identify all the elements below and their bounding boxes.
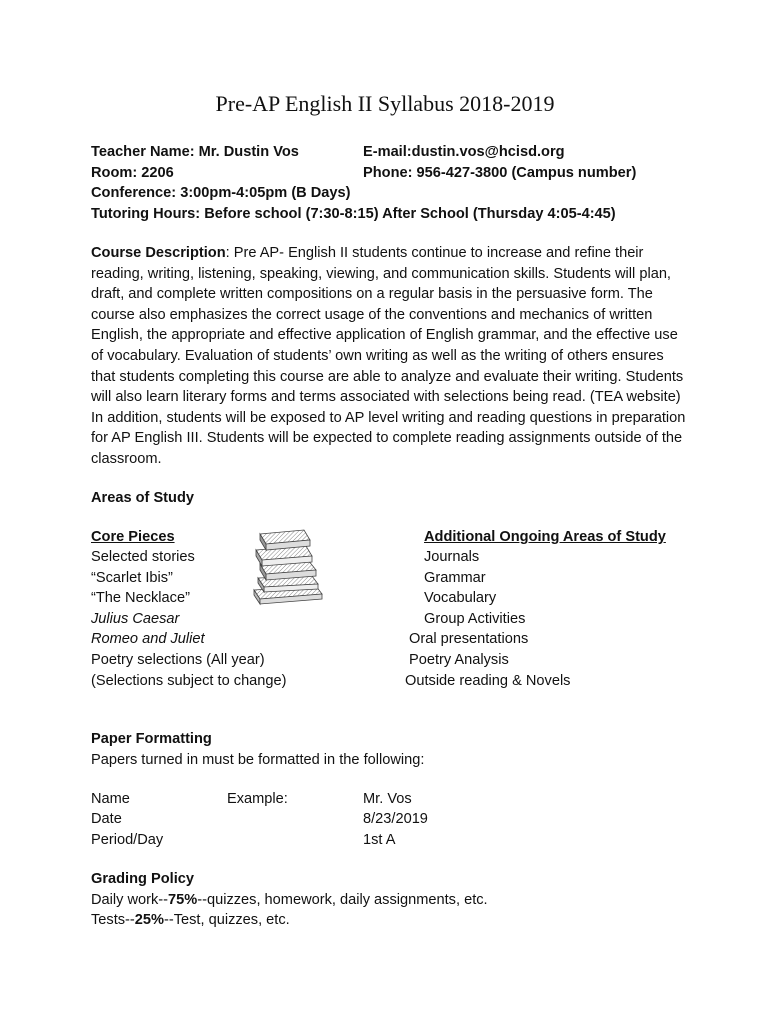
grading-tests-prefix: Tests-- [91, 912, 135, 928]
grading-tests-suffix: --Test, quizzes, etc. [164, 912, 290, 928]
grading-daily-prefix: Daily work-- [91, 892, 169, 908]
core-pieces-heading: Core Pieces [91, 529, 175, 545]
stack-of-books-icon [246, 524, 330, 608]
ongoing-area-item: Journals [424, 549, 480, 565]
page-title: Pre-AP English II Syllabus 2018-2019 [215, 91, 555, 116]
format-example-label: Example: [227, 791, 288, 807]
core-piece-item: Selected stories [91, 549, 195, 565]
teacher-email: E-mail:dustin.vos@hcisd.org [363, 144, 565, 160]
course-description-text: : Pre AP- English II students continue to increase and refine their reading, writing, listening, speaking, viewing, and communication skills. Students will plan, draft, and complete written compositions on a regular basis in the persuasive form. The course also emphasizes the correct usage of the conventions and mechanics of written English, the appropriate and effective application of English grammar, and the effective use of vocabulary. Evaluation of students’ own writing as well as the writing of others ensures that students completing this course are able to analyze and evaluate their writing. Students will also learn literary forms and terms associated with selections being read. (TEA website) In addition, students will be exposed to AP level writing and reading questions in preparation for AP English III. Students will be expected to complete reading assignments outside of the classroom. [91, 245, 686, 467]
room-number: Room: 2206 [91, 165, 174, 181]
ongoing-area-item: Group Activities [424, 611, 526, 627]
course-description [91, 243, 691, 470]
core-piece-item: “Scarlet Ibis” [91, 570, 173, 586]
format-value-date: 8/23/2019 [363, 811, 428, 827]
grading-daily-work [91, 890, 488, 910]
paper-formatting-intro: Papers turned in must be formatted in the following: [91, 752, 425, 768]
format-label-name: Name [91, 791, 130, 807]
format-value-name: Mr. Vos [363, 791, 412, 807]
conference-hours: Conference: 3:00pm-4:05pm (B Days) [91, 185, 351, 201]
grading-tests [91, 910, 290, 930]
ongoing-area-item: Outside reading & Novels [405, 673, 571, 689]
course-description-heading: Course Description [91, 245, 226, 261]
core-piece-item: Julius Caesar [91, 611, 180, 627]
paper-formatting-heading: Paper Formatting [91, 731, 212, 747]
core-piece-item: “The Necklace” [91, 590, 190, 606]
ongoing-areas-heading: Additional Ongoing Areas of Study [424, 529, 666, 545]
format-value-period: 1st A [363, 832, 396, 848]
areas-of-study-heading: Areas of Study [91, 490, 194, 506]
grading-policy-heading: Grading Policy [91, 871, 194, 887]
format-label-period: Period/Day [91, 832, 164, 848]
phone-number: Phone: 956-427-3800 (Campus number) [363, 165, 637, 181]
grading-daily-percent: 75% [168, 892, 198, 908]
grading-tests-percent: 25% [134, 912, 164, 928]
core-piece-item: (Selections subject to change) [91, 673, 287, 689]
ongoing-area-item: Poetry Analysis [409, 652, 509, 668]
grading-daily-suffix: --quizzes, homework, daily assignments, etc. [197, 892, 488, 908]
format-label-date: Date [91, 811, 122, 827]
core-piece-item: Romeo and Juliet [91, 631, 205, 647]
teacher-name: Teacher Name: Mr. Dustin Vos [91, 144, 299, 160]
core-piece-item: Poetry selections (All year) [91, 652, 265, 668]
tutoring-hours: Tutoring Hours: Before school (7:30-8:15) After School (Thursday 4:05-4:45) [91, 206, 616, 222]
ongoing-area-item: Vocabulary [424, 590, 497, 606]
ongoing-area-item: Grammar [424, 570, 486, 586]
ongoing-area-item: Oral presentations [409, 631, 529, 647]
